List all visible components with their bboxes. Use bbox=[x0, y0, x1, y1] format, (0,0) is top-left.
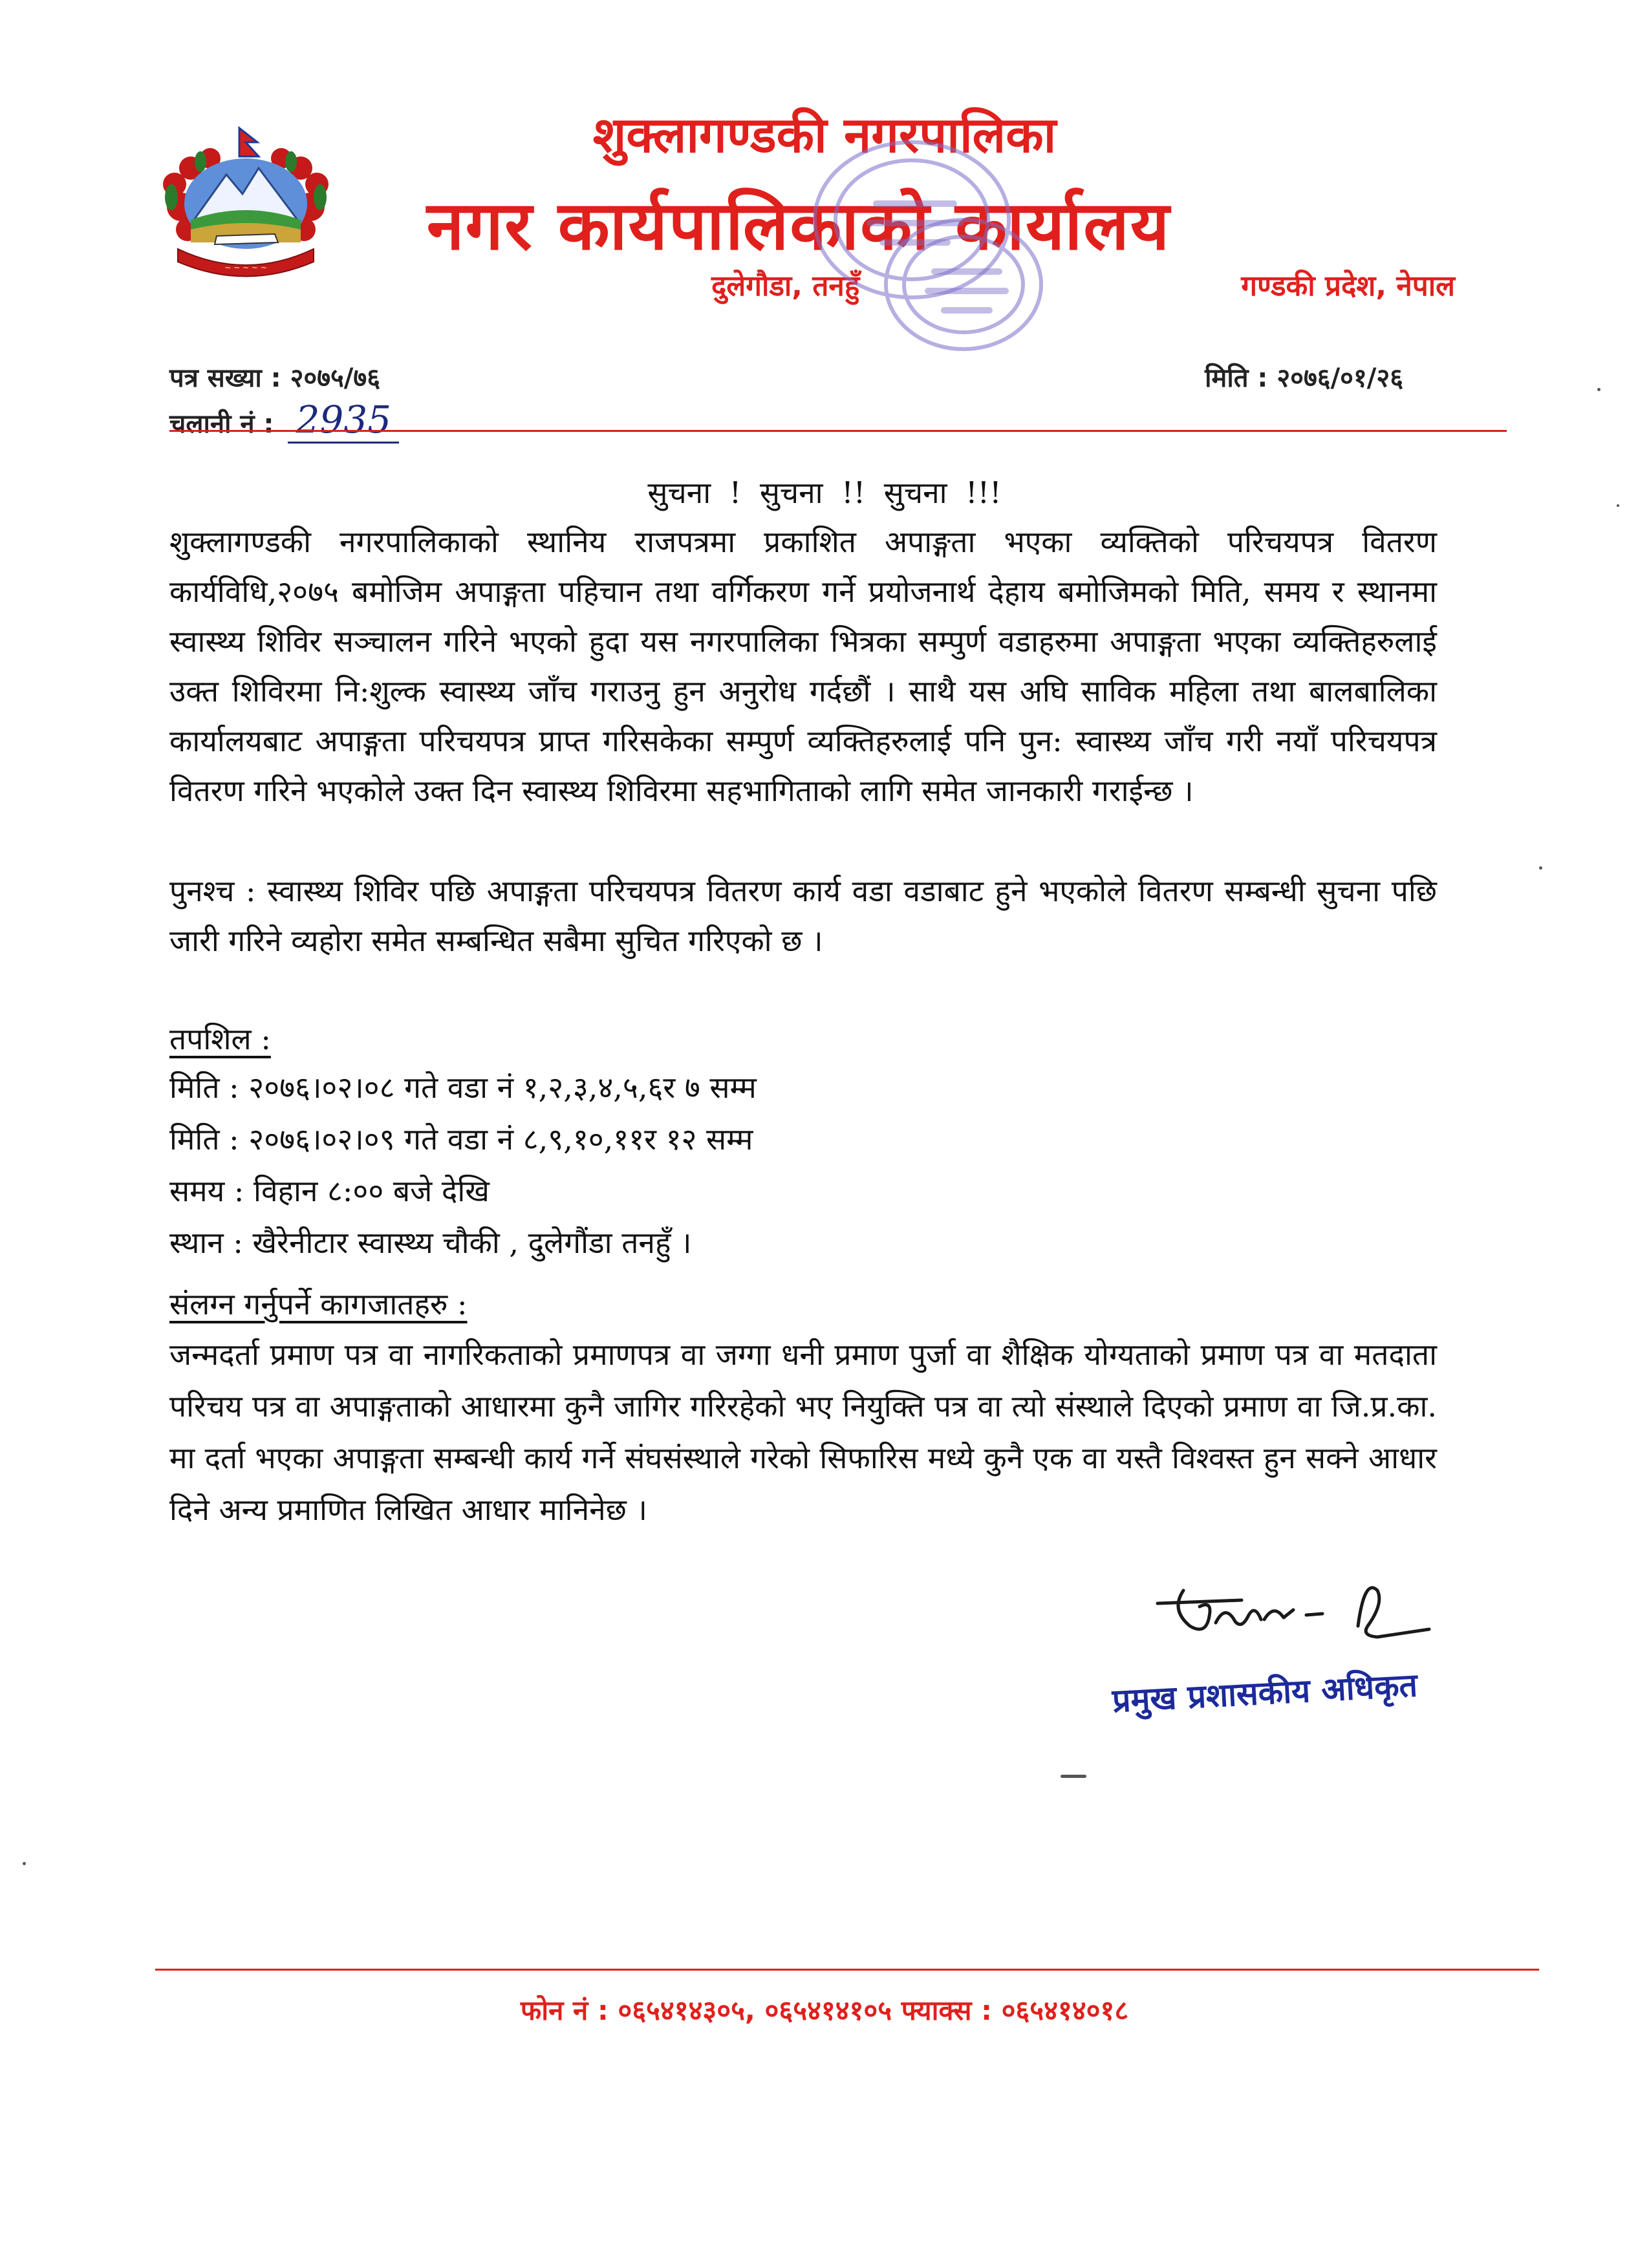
reference-number bbox=[169, 359, 380, 394]
schedule-heading: तपशिल : bbox=[169, 1022, 271, 1056]
postscript-paragraph: पुनश्च : स्वास्थ्य शिविर पछि अपाङ्गता परिचयपत्र वितरण कार्य वडा वडाबाट हुने भएकोले वितरण सम्बन्धी सुचना पछि जारी गरिने व्यहोरा समेत सम्बन्धित सबैमा सुचित गरिएको छ । bbox=[169, 873, 1437, 958]
office-address: दुलेगौडा, तनहुँ bbox=[711, 270, 860, 303]
schedule-item: समय : विहान ८:०० बजे देखि bbox=[169, 1173, 490, 1208]
date-label: मिति : bbox=[1205, 363, 1268, 393]
date-value: २०७६/०१/२६ bbox=[1277, 363, 1403, 393]
municipality-name: शुक्लागण्डकी नगरपालिका bbox=[592, 106, 1057, 164]
scan-speck bbox=[1597, 388, 1600, 391]
handwritten-signature bbox=[1145, 1565, 1442, 1662]
schedule-item: मिति : २०७६।०२।०९ गते वडा नं ८,९,१०,११र १२ सम्म bbox=[169, 1122, 753, 1157]
signatory-title: प्रमुख प्रशासकीय अधिकृत bbox=[1111, 1666, 1419, 1720]
dispatch-label: चलानी नं : bbox=[169, 409, 274, 439]
documents-paragraph: जन्मदर्ता प्रमाण पत्र वा नागरिकताको प्रमाणपत्र वा जग्गा धनी प्रमाण पुर्जा वा शैक्षिक योग्यताको प्रमाण पत्र वा मतदाता परिचय पत्र वा अपाङ्गताको आधारमा कुनै जागिर गरिरहेको भए नियुक्ति पत्र वा त्यो संस्थाले दिएको प्रमाण वा जि.प्र.का. मा दर्ता भएका अपाङ्गता सम्बन्धी कार्य गर्ने संघसंस्थाले गरेको सिफारिस मध्ये कुनै एक वा यस्तै विश्वस्त हुन सक्ने आधार दिने अन्य प्रमाणित लिखित आधार मानिनेछ । bbox=[169, 1337, 1437, 1527]
province-name: गण्डकी प्रदेश, नेपाल bbox=[1241, 270, 1455, 303]
documents-heading: संलग्न गर्नुपर्ने कागजातहरु : bbox=[169, 1287, 468, 1321]
office-name: नगर कार्यपालिकाको कार्यालय bbox=[426, 186, 1171, 265]
scan-speck bbox=[23, 1862, 26, 1865]
scan-speck bbox=[1061, 1775, 1086, 1778]
scan-speck bbox=[1539, 866, 1542, 870]
notice-title: सुचना ! सुचना !! सुचना !!! bbox=[647, 475, 1002, 510]
svg-text:~ ~ ~ ~ ~: ~ ~ ~ ~ ~ bbox=[224, 263, 267, 272]
scan-speck bbox=[1617, 504, 1619, 507]
schedule-item: मिति : २०७६।०२।०८ गते वडा नं १,२,३,४,५,६र ७ सम्म bbox=[169, 1070, 757, 1105]
office-stamp bbox=[802, 123, 1061, 369]
notice-paragraph: शुक्लागण्डकी नगरपालिकाको स्थानिय राजपत्रमा प्रकाशित अपाङ्गता भएका व्यक्तिको परिचयपत्र वितरण कार्यविधि,२०७५ बमोजिम अपाङ्गता पहिचान तथा वर्गिकरण गर्ने प्रयोजनार्थ देहाय बमोजिमको मिति, समय र स्थानमा स्वास्थ्य शिविर सञ्चालन गरिने भएको हुदा यस नगरपालिका भित्रका सम्पुर्ण वडाहरुमा अपाङ्गता भएका व्यक्तिहरुलाई उक्त शिविरमा नि:शुल्क स्वास्थ्य जाँच गराउनु हुन अनुरोध गर्दछौं । साथै यस अघि साविक महिला तथा बालबालिका कार्यालयबाट अपाङ्गता परिचयपत्र प्राप्त गरिसकेका सम्पुर्ण व्यक्तिहरुलाई पनि पुन: स्वास्थ्य जाँच गरी नयाँ परिचयपत्र वितरण गरिने भएकोले उक्त दिन स्वास्थ्य शिविरमा सहभागिताको लागि समेत जानकारी गराईन्छ । bbox=[169, 524, 1437, 808]
header-divider bbox=[169, 430, 1507, 432]
dispatch-number bbox=[169, 398, 399, 444]
footer-contact: फोन नं : ०६५४१४३०५, ०६५४१४१०५ फ्याक्स : ०६५४१४०१८ bbox=[520, 1995, 1129, 2026]
dispatch-value: 2935 bbox=[288, 398, 399, 444]
reference-value: २०७५/७६ bbox=[290, 363, 381, 393]
schedule-item: स्थान : खैरेनीटार स्वास्थ्य चौकी , दुलेगौंडा तनहुँ । bbox=[169, 1225, 692, 1260]
letter-date bbox=[1205, 359, 1403, 394]
footer-divider bbox=[155, 1969, 1539, 1971]
reference-label: पत्र सख्या : bbox=[169, 363, 281, 393]
emblem-icon bbox=[155, 123, 336, 284]
